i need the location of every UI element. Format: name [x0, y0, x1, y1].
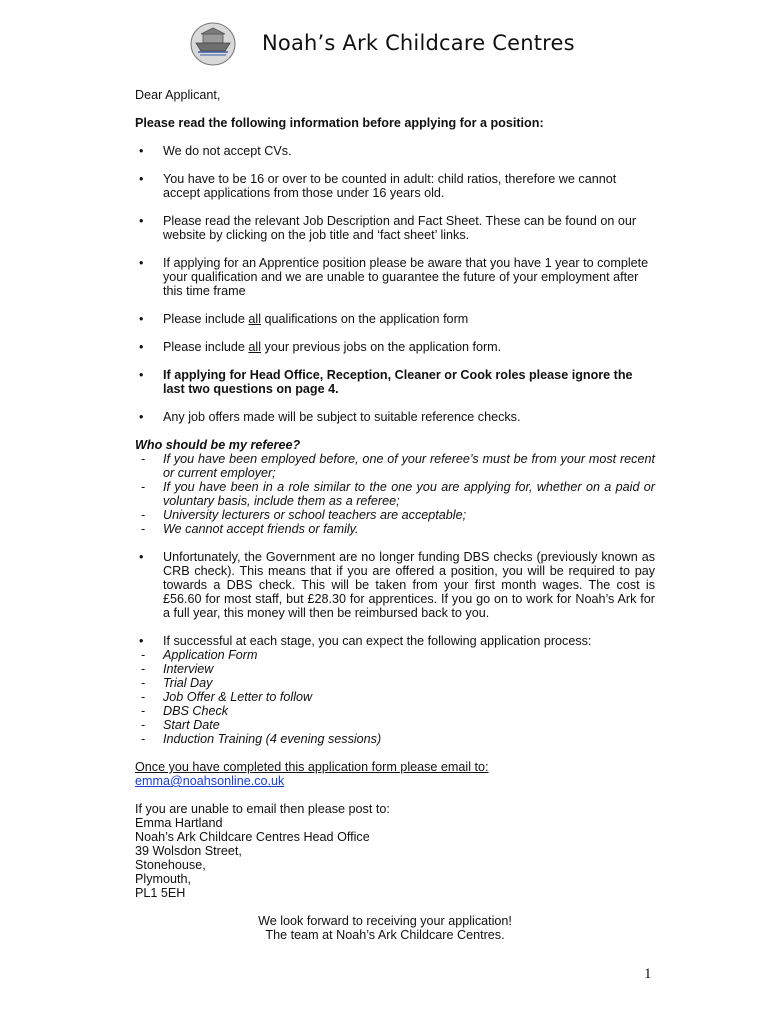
- dbs-list: [135, 550, 655, 648]
- address-line: Emma Hartland: [135, 816, 223, 830]
- address-line: Stonehouse,: [135, 858, 206, 872]
- list-item: • If applying for Head Office, Reception, Cleaner or Cook roles please ignore the last two questions on page 4.: [139, 368, 633, 396]
- bullet-icon: •: [139, 368, 144, 382]
- list-item: • We do not accept CVs.: [139, 144, 292, 158]
- list-item: - University lecturers or school teachers are acceptable;: [141, 508, 467, 522]
- list-item: - DBS Check: [141, 704, 229, 718]
- closing-block: [135, 914, 635, 942]
- list-item: - Interview: [141, 662, 214, 676]
- list-item: - Start Date: [141, 718, 220, 732]
- bullet-icon: •: [139, 410, 144, 424]
- letter-body: [135, 88, 655, 942]
- bullet-icon: •: [139, 550, 144, 564]
- letterhead: [0, 0, 770, 75]
- post-instruction: If you are unable to email then please post to:: [135, 802, 390, 816]
- postal-address-block: [135, 802, 655, 900]
- bullet-icon: •: [139, 340, 144, 354]
- list-item: • If applying for an Apprentice position please be aware that you have 1 year to complete your qualification and we are unable to guarantee the future of your employment after this time frame: [139, 256, 649, 298]
- list-item: • Any job offers made will be subject to suitable reference checks.: [139, 410, 521, 424]
- list-item: • Please read the relevant Job Description and Fact Sheet. These can be found on our website by clicking on the job title and ‘fact sheet’ links.: [139, 214, 637, 242]
- bullet-icon: •: [139, 312, 144, 326]
- bullet-icon: •: [139, 144, 144, 158]
- address-line: PL1 5EH: [135, 886, 186, 900]
- intro-heading: Please read the following information before applying for a position:: [135, 116, 544, 130]
- ark-logo-icon: [190, 22, 236, 66]
- process-steps-list: [135, 648, 655, 746]
- list-item: • Unfortunately, the Government are no longer funding DBS checks (previously known as CRB check). This means that if you are offered a position, you will be required to pay towards a DBS check. This will be taken from your first month wages. The cost is £56.60 for most staff, but £28.30 for apprentices. If you go on to work for Noah’s Ark for a full year, this money will then be reimbursed back to you.: [139, 550, 655, 620]
- list-item: • If successful at each stage, you can expect the following application process:: [139, 634, 592, 648]
- organisation-title: Noah’s Ark Childcare Centres: [262, 31, 575, 55]
- closing-signature: The team at Noah’s Ark Childcare Centres.: [265, 928, 505, 942]
- email-link[interactable]: emma@noahsonline.co.uk: [135, 774, 285, 788]
- list-item: - If you have been in a role similar to the one you are applying for, whether on a paid or voluntary basis, include them as a referee;: [141, 480, 655, 508]
- list-item: - Application Form: [141, 648, 258, 662]
- address-line: Plymouth,: [135, 872, 191, 886]
- address-line: Noah’s Ark Childcare Centres Head Office: [135, 830, 370, 844]
- bullet-icon: •: [139, 172, 144, 186]
- list-item: • You have to be 16 or over to be counted in adult: child ratios, therefore we cannot accept applications from those under 16 years old.: [139, 172, 617, 200]
- referee-list: [135, 452, 655, 536]
- list-item: - Job Offer & Letter to follow: [141, 690, 313, 704]
- list-item: - If you have been employed before, one of your referee’s must be from your most recent or current employer;: [141, 452, 655, 480]
- email-instruction: Once you have completed this application form please email to:: [135, 760, 489, 774]
- list-item: • Please include all qualifications on the application form: [139, 312, 469, 326]
- list-item: • Please include all your previous jobs on the application form.: [139, 340, 502, 354]
- list-item: - We cannot accept friends or family.: [141, 522, 359, 536]
- address-line: 39 Wolsdon Street,: [135, 844, 242, 858]
- requirements-list: [135, 144, 655, 424]
- bullet-icon: •: [139, 256, 144, 270]
- bullet-icon: •: [139, 214, 144, 228]
- greeting: Dear Applicant,: [135, 88, 221, 102]
- email-block: [135, 760, 655, 788]
- referee-heading: Who should be my referee?: [135, 438, 301, 452]
- closing-line: We look forward to receiving your application!: [258, 914, 512, 928]
- list-item: - Induction Training (4 evening sessions): [141, 732, 382, 746]
- page-number: 1: [644, 966, 652, 982]
- bullet-icon: •: [139, 634, 144, 648]
- list-item: - Trial Day: [141, 676, 213, 690]
